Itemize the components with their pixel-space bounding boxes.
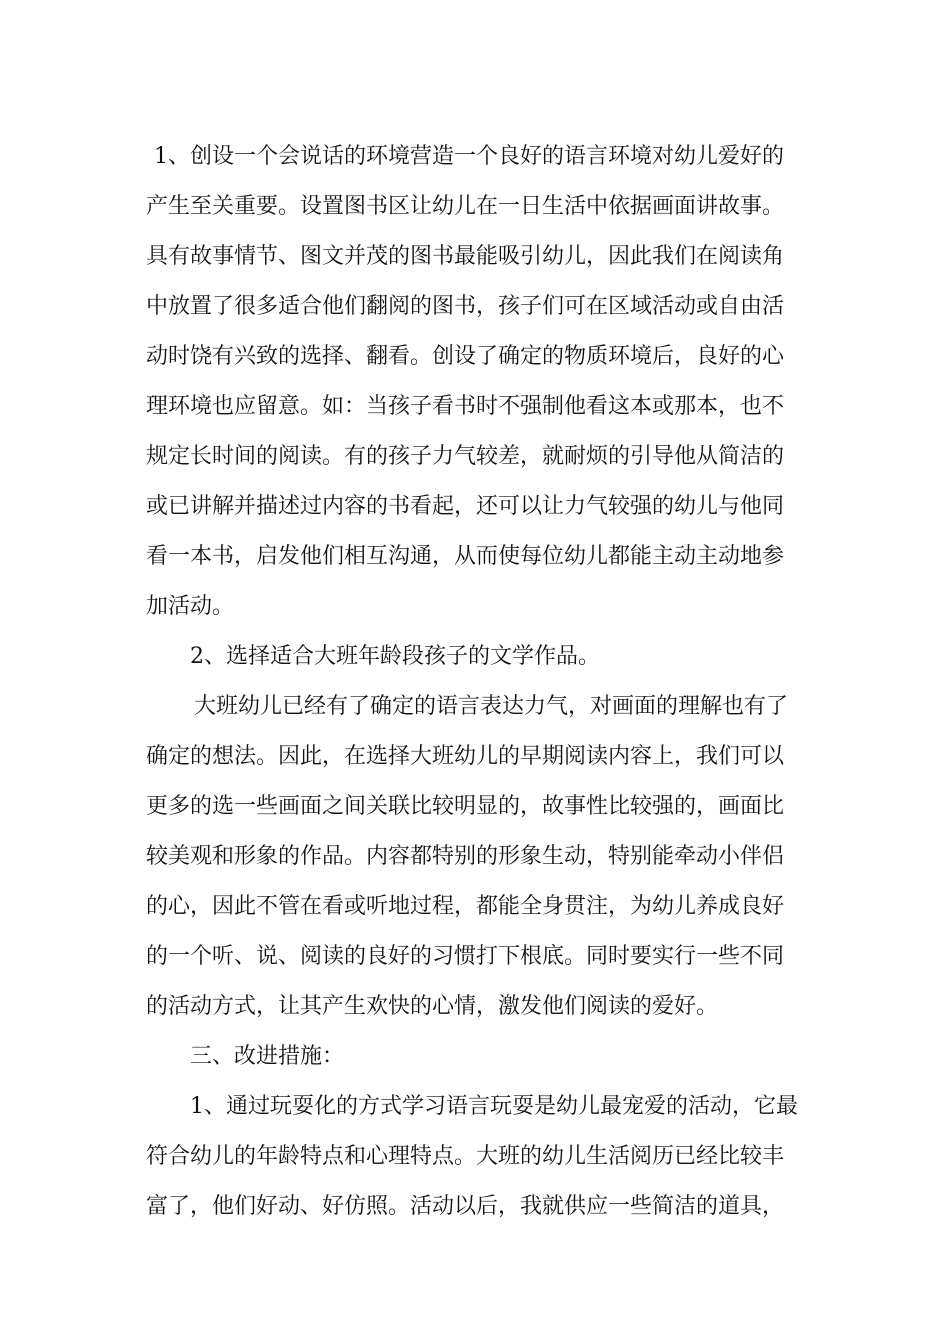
text-line: 具有故事情节、图文并茂的图书最能吸引幼儿，因此我们在阅读角 <box>146 244 785 269</box>
paragraph-4 <box>146 1082 808 1232</box>
text-line: 确定的想法。因此，在选择大班幼儿的早期阅读内容上，我们可以 <box>146 744 785 769</box>
text-line: 中放置了很多适合他们翻阅的图书，孩子们可在区域活动或自由活 <box>146 294 785 319</box>
text-line: 规定长时间的阅读。有的孩子力气较差，就耐烦的引导他从简洁的 <box>146 444 785 469</box>
text-line: 理环境也应留意。如：当孩子看书时不强制他看这本或那本，也不 <box>146 394 785 419</box>
text-line: 大班幼儿已经有了确定的语言表达力气，对画面的理解也有了 <box>194 694 789 719</box>
text-line: 富了，他们好动、好仿照。活动以后，我就供应一些简洁的道具， <box>146 1194 785 1219</box>
paragraph-3 <box>146 682 808 1032</box>
text-line: 三、改进措施： <box>190 1044 345 1069</box>
text-line: 看一本书，启发他们相互沟通，从而使每位幼儿都能主动主动地参 <box>146 544 785 569</box>
text-line: 加活动。 <box>146 594 235 619</box>
text-line: 较美观和形象的作品。内容都特别的形象生动，特别能牵动小伴侣 <box>146 844 785 869</box>
section-heading <box>146 1032 808 1082</box>
text-line: 2、选择适合大班年龄段孩子的文学作品。 <box>190 644 600 669</box>
document-body <box>146 132 808 1232</box>
text-line: 的心，因此不管在看或听地过程，都能全身贯注，为幼儿养成良好 <box>146 894 785 919</box>
text-line: 动时饶有兴致的选择、翻看。创设了确定的物质环境后，良好的心 <box>146 344 785 369</box>
text-line: 或已讲解并描述过内容的书看起，还可以让力气较强的幼儿与他同 <box>146 494 785 519</box>
text-line: 的一个听、说、阅读的良好的习惯打下根底。同时要实行一些不同 <box>146 944 785 969</box>
paragraph-1 <box>146 132 808 632</box>
text-line: 更多的选一些画面之间关联比较明显的，故事性比较强的，画面比 <box>146 794 785 819</box>
text-line: 1、通过玩耍化的方式学习语言玩耍是幼儿最宠爱的活动，它最 <box>190 1094 798 1119</box>
text-line: 的活动方式，让其产生欢快的心情，激发他们阅读的爱好。 <box>146 994 719 1019</box>
paragraph-2 <box>146 632 808 682</box>
text-line: 产生至关重要。设置图书区让幼儿在一日生活中依据画面讲故事。 <box>146 194 785 219</box>
text-line: 1、创设一个会说话的环境营造一个良好的语言环境对幼儿爱好的 <box>154 144 784 169</box>
text-line: 符合幼儿的年龄特点和心理特点。大班的幼儿生活阅历已经比较丰 <box>146 1144 785 1169</box>
